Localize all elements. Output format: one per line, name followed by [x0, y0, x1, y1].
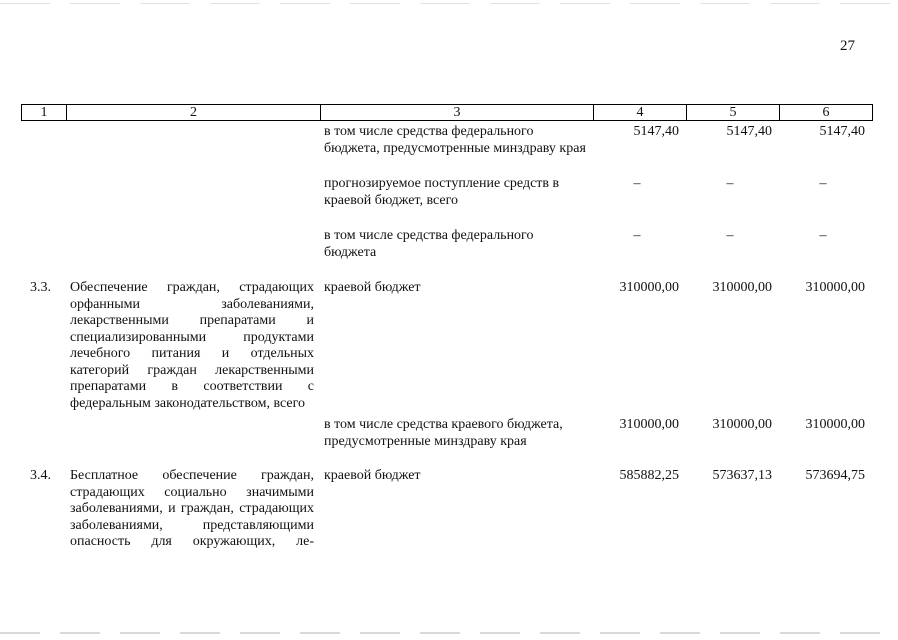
row-value-col5: 310000,00 — [712, 417, 772, 432]
item-number: 3.3. — [30, 280, 51, 295]
row-value-col4: – — [633, 228, 641, 243]
column-header-3: 3 — [321, 105, 594, 121]
page-number: 27 — [840, 38, 855, 54]
row-value-col6: 5147,40 — [819, 124, 865, 139]
scan-artifact-top — [0, 3, 898, 4]
column-header-6: 6 — [780, 105, 873, 121]
column-header-2: 2 — [67, 105, 321, 121]
row-budget-source: в том числе средства краевого бюджета, предусмотренные минздраву края — [324, 417, 563, 449]
row-value-col5: – — [726, 228, 734, 243]
row-value-col6: 573694,75 — [805, 468, 865, 483]
row-value-col6: – — [819, 176, 827, 191]
row-budget-source: в том числе средства федерального бюджета — [324, 228, 534, 260]
row-budget-source: краевой бюджет — [324, 468, 421, 483]
row-value-col6: 310000,00 — [805, 280, 865, 295]
row-budget-source: прогнозируемое поступление средств в краевой бюджет, всего — [324, 176, 560, 208]
item-number: 3.4. — [30, 468, 51, 483]
column-header-row — [21, 104, 873, 121]
row-value-col6: 310000,00 — [805, 417, 865, 432]
column-header-1: 1 — [22, 105, 67, 121]
row-value-col5: 310000,00 — [712, 280, 772, 295]
row-value-col5: 5147,40 — [726, 124, 772, 139]
row-value-col6: – — [819, 228, 827, 243]
column-header-5: 5 — [687, 105, 780, 121]
row-value-col4: – — [633, 176, 641, 191]
scan-artifact-bottom — [0, 632, 898, 634]
row-budget-source: в том числе средства федерального бюджета, предусмотренные минздраву края — [324, 124, 586, 156]
row-value-col5: – — [726, 176, 734, 191]
row-budget-source: краевой бюджет — [324, 280, 421, 295]
row-value-col4: 310000,00 — [619, 417, 679, 432]
row-value-col4: 585882,25 — [619, 468, 679, 483]
row-value-col4: 310000,00 — [619, 280, 679, 295]
column-header-4: 4 — [594, 105, 687, 121]
row-value-col5: 573637,13 — [712, 468, 772, 483]
item-description: Обеспечение граждан, страдающих орфанными заболеваниями, лекарственными препаратами и специализированными продуктами лечебного питания и отдельных категорий граждан лекарственными препаратами в соответствии с федеральным законодательством, всего — [70, 280, 314, 411]
item-description: Бесплатное обеспечение граждан, страдающих социально значимыми заболеваниями, и граждан, страдающих заболеваниями, представляющими опасность для окружающих, ле- — [70, 468, 314, 549]
row-value-col4: 5147,40 — [633, 124, 679, 139]
